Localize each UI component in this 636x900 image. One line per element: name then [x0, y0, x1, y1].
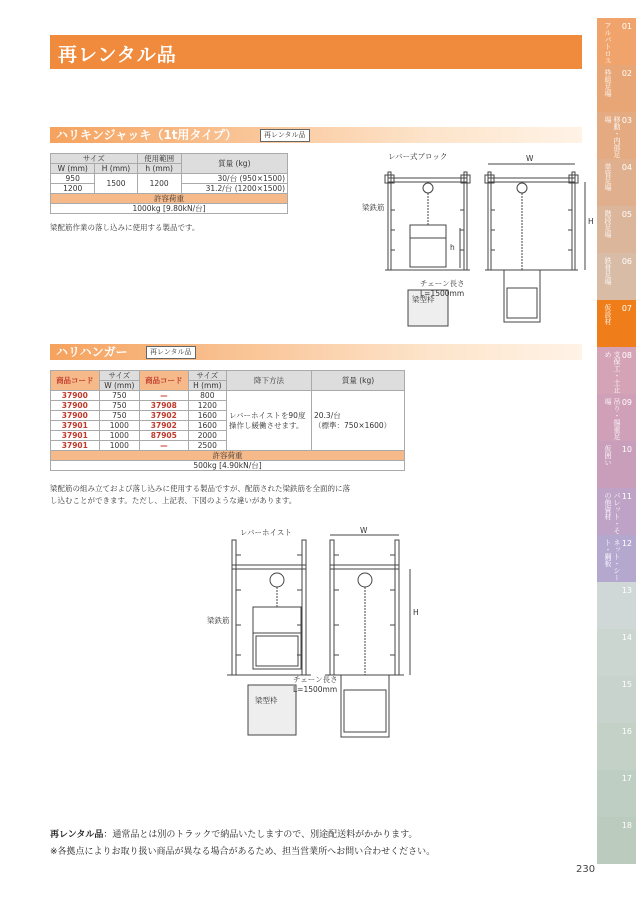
h-r3: 1600 — [188, 411, 226, 421]
hanger-spec-table — [50, 370, 405, 471]
side-tab-number: 17 — [621, 774, 632, 783]
th-w: W (mm) — [51, 164, 95, 174]
code2-r2: 37908 — [140, 401, 189, 411]
th-range: 使用範囲 — [137, 154, 181, 164]
jack-note: 梁配筋作業の落し込みに使用する製品です。 — [50, 223, 200, 232]
label-w-1: W — [526, 154, 534, 163]
side-tab-05[interactable] — [597, 206, 636, 254]
side-tab-label: 階段足場 — [604, 210, 612, 238]
h-r1: 800 — [188, 391, 226, 401]
side-tab-11[interactable] — [597, 488, 636, 536]
side-tab-label: アルバトロス — [604, 22, 612, 64]
cell-weight-2: 31.2/台 (1200×1500) — [181, 184, 287, 194]
code2-r4: 37902 — [140, 421, 189, 431]
section-title-jack: ハリキンジャッキ（1t用タイプ） — [56, 128, 237, 142]
side-tab-15[interactable] — [597, 676, 636, 724]
code2-r6: — — [140, 441, 189, 451]
w-r3: 750 — [99, 411, 139, 421]
side-tab-10[interactable] — [597, 441, 636, 489]
label-chain-2: チェーン長さ — [293, 675, 338, 684]
h-r4: 1600 — [188, 421, 226, 431]
w-r2: 750 — [99, 401, 139, 411]
code2-r3: 37902 — [140, 411, 189, 421]
footer-bold: 再レンタル品 — [50, 830, 104, 840]
load-label: 許容荷重 — [51, 194, 288, 204]
label-form-1: 梁型枠 — [412, 295, 435, 304]
side-tab-04[interactable] — [597, 159, 636, 207]
th-size-h: サイズ — [188, 371, 226, 381]
side-tab-07[interactable] — [597, 300, 636, 348]
cell-w-2: 1200 — [51, 184, 95, 194]
th-h-2: H (mm) — [188, 381, 226, 391]
jack-diagram — [360, 150, 600, 330]
side-tab-number: 08 — [621, 351, 632, 360]
label-lever-hoist: レバーホイスト — [240, 528, 292, 537]
footer-rest: ：通常品とは別のトラックで納品いたしますので、別途配送料がかかります。 — [103, 830, 418, 840]
side-tab-number: 05 — [621, 210, 632, 219]
cell-hh: 1200 — [137, 174, 181, 194]
side-tab-number: 01 — [621, 22, 632, 31]
code1-r4: 37901 — [51, 421, 100, 431]
side-tab-16[interactable] — [597, 723, 636, 771]
side-tab-13[interactable] — [597, 582, 636, 630]
side-tab-label: 鉄骨足場 — [604, 257, 612, 285]
w-r6: 1000 — [99, 441, 139, 451]
cell-w-1: 950 — [51, 174, 95, 184]
th-code-1: 商品コード — [51, 371, 100, 391]
side-tab-label: 支保工・土止め — [604, 351, 621, 393]
hanger-note-1: 梁配筋の組み立ておよび落し込みに使用する製品ですが、配筋された梁鉄筋を全面的に落 — [50, 484, 350, 493]
jack-spec-table — [50, 153, 288, 214]
label-rebar-1: 梁鉄筋 — [362, 203, 385, 212]
side-tab-number: 03 — [621, 116, 632, 125]
side-tab-label: パレット・その他資材 — [604, 492, 621, 534]
side-tab-label: 単管足場 — [604, 163, 612, 191]
side-tab-number: 11 — [621, 492, 632, 501]
th-size: サイズ — [51, 154, 138, 164]
load-value: 1000kg [9.80kN/台] — [51, 204, 288, 214]
code1-r2: 37900 — [51, 401, 100, 411]
w-r5: 1000 — [99, 431, 139, 441]
code2-r1: — — [140, 391, 189, 401]
side-tab-01[interactable] — [597, 18, 636, 66]
side-tab-18[interactable] — [597, 817, 636, 865]
footer-line-2: ※各拠点によりお取り扱い商品が異なる場合があるため、担当営業所へお問い合わせください。 — [50, 847, 436, 857]
code1-r6: 37901 — [51, 441, 100, 451]
code1-r3: 37900 — [51, 411, 100, 421]
weight-std: （標準：750×1600） — [314, 420, 392, 430]
page-title: 再レンタル品 — [58, 44, 177, 66]
section-header-hanger — [50, 344, 582, 360]
method-cell: レバーホイストを90度操作し緩働させます。 — [227, 391, 312, 451]
side-tab-number: 06 — [621, 257, 632, 266]
side-tab-08[interactable] — [597, 347, 636, 395]
side-tab-number: 15 — [621, 680, 632, 689]
section-title-hanger: ハリハンガー — [56, 345, 128, 359]
th-w-2: W (mm) — [99, 381, 139, 391]
th-weight: 質量 (kg) — [181, 154, 287, 174]
side-tab-label: 枠組足場 — [604, 69, 612, 97]
label-lever-block: レバー式ブロック — [388, 152, 448, 161]
label-h-small: h — [450, 243, 455, 252]
side-tab-label: 仮囲い — [604, 445, 612, 466]
label-chain-len-1: L=1500mm — [420, 289, 465, 298]
page-title-bar — [50, 35, 582, 69]
rental-badge-2: 再レンタル品 — [146, 346, 196, 359]
weight-cell — [312, 391, 405, 451]
th-code-2: 商品コード — [140, 371, 189, 391]
code2-r5: 87905 — [140, 431, 189, 441]
hanger-diagram — [205, 525, 435, 740]
th-h: H (mm) — [95, 164, 137, 174]
label-rebar-2: 梁鉄筋 — [207, 616, 230, 625]
side-tab-09[interactable] — [597, 394, 636, 442]
label-h-big-1: H — [588, 217, 594, 226]
side-tab-number: 04 — [621, 163, 632, 172]
th-method: 降下方法 — [227, 371, 312, 391]
side-tab-number: 16 — [621, 727, 632, 736]
load-label-2: 許容荷重 — [51, 451, 405, 461]
side-tab-label: ネット・シート・鋼板 — [604, 539, 621, 581]
side-tab-number: 12 — [621, 539, 632, 548]
weight-value: 20.3/台 — [314, 410, 341, 420]
w-r1: 750 — [99, 391, 139, 401]
label-form-2: 梁型枠 — [255, 696, 278, 705]
side-tab-number: 14 — [621, 633, 632, 642]
side-tab-17[interactable] — [597, 770, 636, 818]
footer-line-1 — [50, 827, 417, 840]
label-chain-1: チェーン長さ — [420, 279, 465, 288]
th-weight-2: 質量 (kg) — [312, 371, 405, 391]
side-tab-06[interactable] — [597, 253, 636, 301]
label-h-big-2: H — [413, 608, 419, 617]
side-tab-label: 移動・内部足場 — [604, 116, 621, 158]
side-tab-02[interactable] — [597, 65, 636, 113]
page-number: 230 — [576, 864, 596, 875]
w-r4: 1000 — [99, 421, 139, 431]
side-tab-number: 13 — [621, 586, 632, 595]
rental-badge: 再レンタル品 — [260, 129, 310, 142]
th-hh: h (mm) — [137, 164, 181, 174]
code1-r5: 37901 — [51, 431, 100, 441]
side-tab-label: 仮設材 — [604, 304, 612, 325]
side-tab-number: 07 — [621, 304, 632, 313]
label-chain-len-2: L=1500mm — [293, 685, 338, 694]
h-r5: 2000 — [188, 431, 226, 441]
h-r6: 2500 — [188, 441, 226, 451]
section-header-jack — [50, 127, 582, 143]
cell-h: 1500 — [95, 174, 137, 194]
side-tab-03[interactable] — [597, 112, 636, 160]
side-tab-12[interactable] — [597, 535, 636, 583]
th-size-w: サイズ — [99, 371, 139, 381]
side-tab-number: 09 — [621, 398, 632, 407]
h-r2: 1200 — [188, 401, 226, 411]
side-tab-number: 10 — [621, 445, 632, 454]
cell-weight-1: 30/台 (950×1500) — [181, 174, 287, 184]
side-tab-number: 18 — [621, 821, 632, 830]
hanger-note-2: し込むことができます。ただし、上記表、下図のような違いがあります。 — [50, 496, 297, 505]
code1-r1: 37900 — [51, 391, 100, 401]
label-w-2: W — [360, 526, 368, 535]
side-tab-14[interactable] — [597, 629, 636, 677]
side-tab-number: 02 — [621, 69, 632, 78]
load-value-2: 500kg [4.90kN/台] — [51, 461, 405, 471]
side-tab-label: 吊り・揚重足場 — [604, 398, 621, 440]
